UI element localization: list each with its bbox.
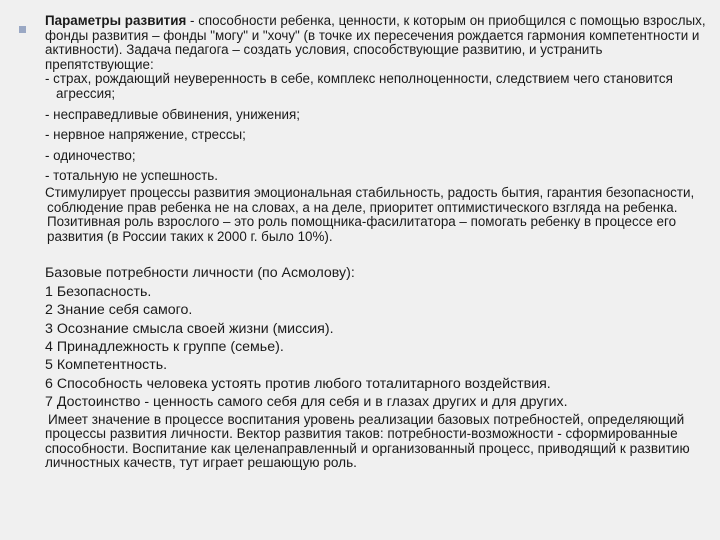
paragraph-stimulation: Стимулирует процессы развития эмоциональная стабильность, радость бытия, гарантия безопасности, соблюдение прав ребенка не на словах, а на деле, приоритет оптимистического взгляда на ребенка. Позитивная роль взрослого – это роль помощника-фасилитатора – помогать ребенку в процессе его развития (в России таких к 2000 г. было 10%). [45, 184, 695, 244]
definition-text: - способности ребенка, ценности, к которым он приобщился с помощью взрослых, фонды развития – фонды "могу" и "хочу" (в точке их пересечения рождается гармония компетентности и активности). Задача педагога – создать условия, способствующие развитию, и устранить препятствующие: [45, 13, 706, 72]
need-item: 4 Принадлежность к группе (семье). [45, 338, 284, 355]
need-item: 3 Осознание смысла своей жизни (миссия). [45, 320, 334, 337]
need-item: 1 Безопасность. [45, 283, 152, 300]
list-item: - тотальную не успешность. [45, 168, 218, 184]
spacer [32, 244, 708, 265]
list-item: - несправедливые обвинения, унижения; [45, 106, 300, 122]
square-bullet-icon [19, 26, 26, 33]
term-development-parameters: Параметры развития [45, 13, 187, 28]
slide-content [32, 14, 708, 471]
paragraph-upbringing: Имеет значение в процессе воспитания уровень реализации базовых потребностей, определяющий процессы развития личности. Вектор развития таков: потребности-возможности - сформированные способности. Воспитание как целенаправленный и организованный процесс, приводящий к развитию личностных качеств, тут играет решающую роль. [45, 411, 690, 471]
list-item: - нервное напряжение, стрессы; [45, 127, 246, 143]
need-item: 7 Достоинство - ценность самого себя для себя и в глазах других и для других. [45, 394, 568, 411]
needs-heading: Базовые потребности личности (по Асмолову): [45, 265, 355, 282]
list-item: - одиночество; [45, 147, 136, 163]
need-item: 5 Компетентность. [45, 357, 168, 374]
paragraph-development-parameters [32, 14, 708, 72]
list-item: - страх, рождающий неуверенность в себе, комплекс неполноценности, следствием чего становится агрессия; [45, 71, 673, 101]
need-item: 6 Способность человека устоять против любого тоталитарного воздействия. [45, 375, 551, 392]
need-item: 2 Знание себя самого. [45, 302, 193, 319]
